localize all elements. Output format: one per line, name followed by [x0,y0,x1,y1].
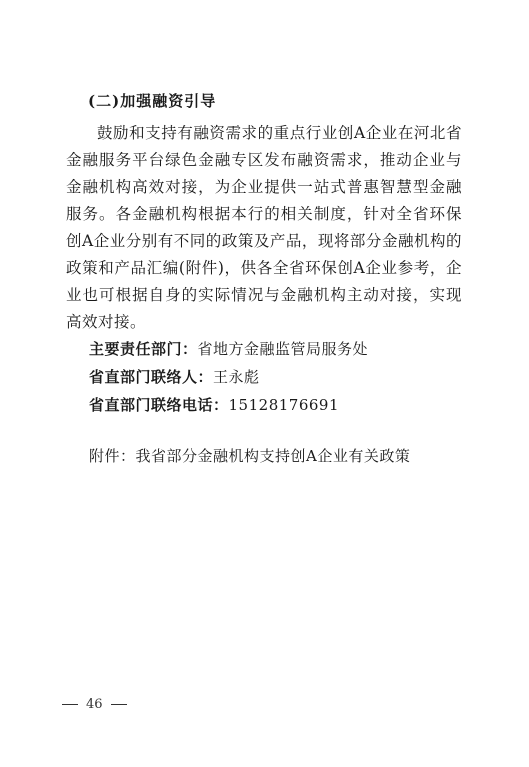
section-heading: (二)加强融资引导 [88,92,217,110]
contact-department-value: 省地方金融监管局服务处 [197,340,369,358]
contact-person [89,366,260,387]
contact-department-label: 主要责任部门： [89,340,198,358]
contact-department [89,338,368,359]
attachment-note: 附件：我省部分金融机构支持创A企业有关政策 [89,447,411,465]
footer-dash-right [111,704,127,705]
contact-person-label: 省直部门联络人： [89,368,214,386]
body-paragraph: 鼓励和支持有融资需求的重点行业创A企业在河北省金融服务平台绿色金融专区发布融资需求，推动企业与金融机构高效对接，为企业提供一站式普惠智慧型金融服务。各金融机构根据本行的相关制度，针对全省环保创A企业分别有不同的政策及产品，现将部分金融机构的政策和产品汇编(附件)，供各全省环保创A企业参考，企业也可根据自身的实际情况与金融机构主动对接，实现高效对接。 [66,124,462,331]
footer-dash-left [62,704,78,705]
contact-phone-value: 15128176691 [228,396,339,414]
page-number: 46 [86,697,103,712]
contact-person-value: 王永彪 [213,368,260,386]
contact-phone-label: 省直部门联络电话： [89,396,229,414]
contact-phone [89,394,339,415]
page-footer [62,697,127,712]
